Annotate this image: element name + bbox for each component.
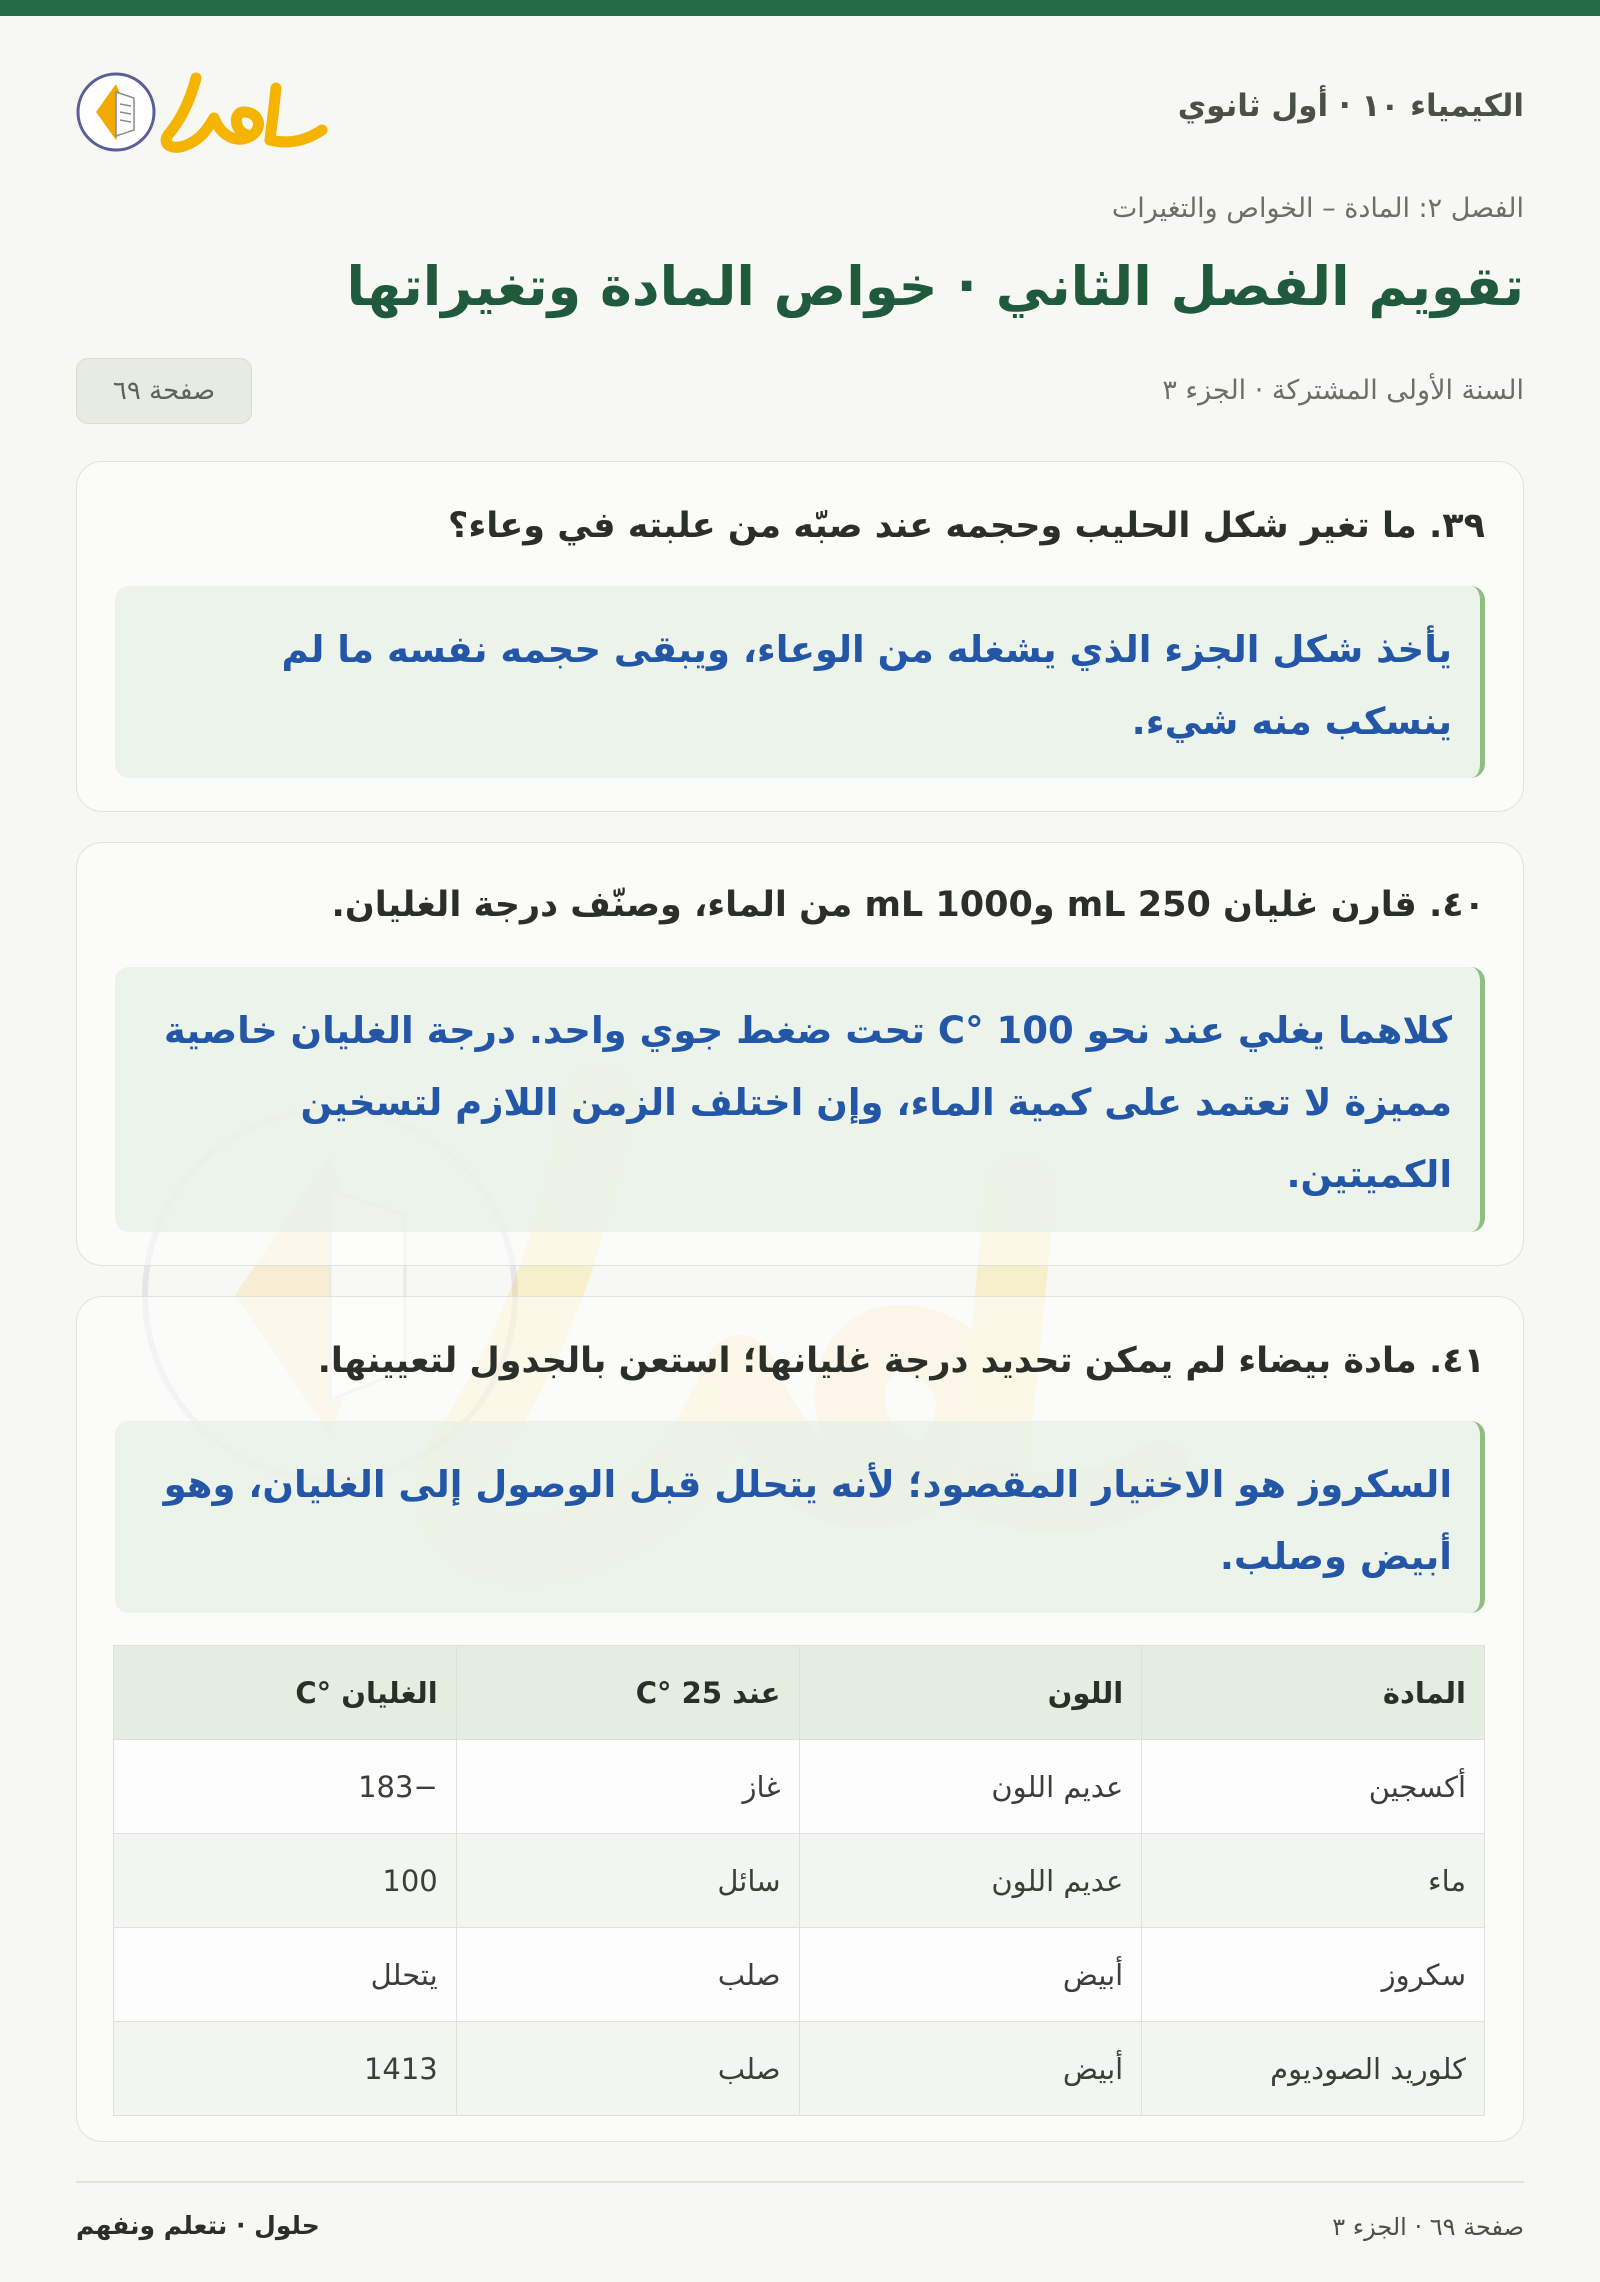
- table-cell: غاز: [456, 1740, 799, 1834]
- table-cell: −183: [114, 1740, 457, 1834]
- table-cell: سائل: [456, 1834, 799, 1928]
- book-meta: السنة الأولى المشتركة · الجزء ٣: [1162, 375, 1524, 406]
- hulul-logo: [76, 60, 338, 160]
- table-row: [114, 2022, 1485, 2116]
- table-cell: يتحلل: [114, 1928, 457, 2022]
- table-cell: صلب: [456, 2022, 799, 2116]
- question-card-41: [76, 1296, 1524, 2142]
- table-row: [114, 1740, 1485, 1834]
- table-cell: أبيض: [799, 1928, 1142, 2022]
- question-text: ٤١. مادة بيضاء لم يمكن تحديد درجة غليانها؛ استعن بالجدول لتعيينها.: [317, 1341, 1485, 1381]
- chapter-subtitle: الفصل ٢: المادة – الخواص والتغيرات: [1111, 193, 1524, 224]
- column-header: الغليان °C: [114, 1646, 457, 1740]
- question-card-39: [76, 461, 1524, 812]
- table-header-row: [114, 1646, 1485, 1740]
- answer-box: كلاهما يغلي عند نحو 100 °C تحت ضغط جوي واحد. درجة الغليان خاصية مميزة لا تعتمد على كمية الماء، وإن اختلف الزمن اللازم لتسخين الكميتين.: [115, 967, 1485, 1232]
- column-header: المادة: [1142, 1646, 1485, 1740]
- column-header: عند 25 °C: [456, 1646, 799, 1740]
- question-text: ٤٠. قارن غليان 250 mL و1000 mL من الماء، وصنّف درجة الغليان.: [331, 885, 1485, 925]
- page-content: [76, 0, 1524, 2282]
- answer-box: يأخذ شكل الجزء الذي يشغله من الوعاء، ويبقى حجمه نفسه ما لم ينسكب منه شيء.: [115, 586, 1485, 778]
- table-row: [114, 1928, 1485, 2022]
- table-cell: ماء: [1142, 1834, 1485, 1928]
- substances-table: [113, 1645, 1485, 2116]
- table-cell: أبيض: [799, 2022, 1142, 2116]
- table-row: [114, 1834, 1485, 1928]
- table-cell: أكسجين: [1142, 1740, 1485, 1834]
- column-header: اللون: [799, 1646, 1142, 1740]
- table-cell: كلوريد الصوديوم: [1142, 2022, 1485, 2116]
- subject-title: الكيمياء ١٠ · أول ثانوي: [1177, 88, 1524, 124]
- page-number-badge: صفحة ٦٩: [76, 358, 252, 424]
- footer-brand: حلول · نتعلم ونفهم: [76, 2211, 320, 2240]
- footer-divider: [76, 2181, 1524, 2183]
- page-header: [76, 60, 1524, 160]
- answer-box: السكروز هو الاختيار المقصود؛ لأنه يتحلل قبل الوصول إلى الغليان، وهو أبيض وصلب.: [115, 1421, 1485, 1613]
- table-cell: سكروز: [1142, 1928, 1485, 2022]
- table-cell: صلب: [456, 1928, 799, 2022]
- question-card-40: [76, 842, 1524, 1266]
- footer-page-info: صفحة ٦٩ · الجزء ٣: [1332, 2213, 1524, 2241]
- page-title: تقويم الفصل الثاني · خواص المادة وتغيراتها: [346, 255, 1524, 318]
- table-cell: 100: [114, 1834, 457, 1928]
- table-cell: عديم اللون: [799, 1834, 1142, 1928]
- question-text: ٣٩. ما تغير شكل الحليب وحجمه عند صبّه من علبته في وعاء؟: [448, 506, 1485, 546]
- table-cell: 1413: [114, 2022, 457, 2116]
- table-cell: عديم اللون: [799, 1740, 1142, 1834]
